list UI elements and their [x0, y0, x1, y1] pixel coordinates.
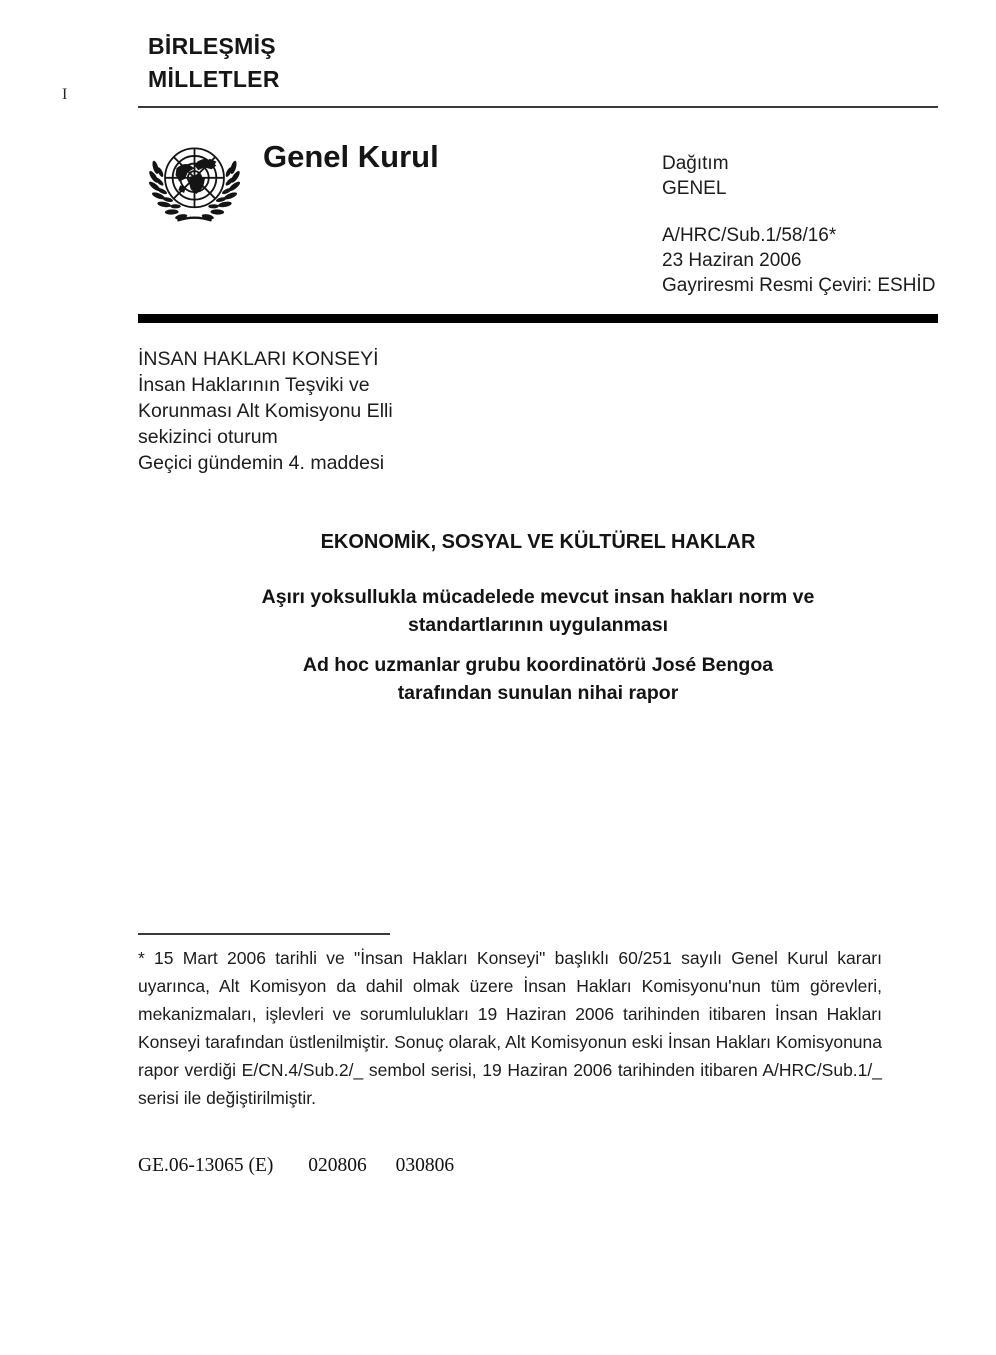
distribution-value: GENEL: [662, 178, 727, 199]
footnote-separator: [138, 933, 390, 935]
footnote-text: * 15 Mart 2006 tarihli ve "İnsan Hakları Konseyi" başlıklı 60/251 sayılı Genel Kurul kararı uyarınca, Alt Komisyon da dahil olmak üzere İnsan Hakları Komisyonu'nun tüm görevleri, mekanizmaları, işlevleri ve sorumlulukları 19 Haziran 2006 tarihinden itibaren İnsan Hakları Konseyi tarafından üstlenilmiştir. Sonuç olarak, Alt Komisyonun eski İnsan Hakları Komisyonuna rapor verdiği E/CN.4/Sub.2/_ sembol serisi, 19 Haziran 2006 tarihinden itibaren A/HRC/Sub.1/_ serisi ile değiştirilmiştir.: [138, 948, 882, 1108]
subtitle-line1: Aşırı yoksullukla mücadelede mevcut insan hakları norm ve: [261, 586, 815, 608]
doc-code-2: 030806: [395, 1155, 455, 1176]
org-name-line2: MİLLETLER: [148, 66, 280, 92]
distribution-block: [662, 151, 935, 298]
subtitle: [138, 583, 938, 639]
main-title: EKONOMİK, SOSYAL VE KÜLTÜREL HAKLAR: [320, 531, 756, 553]
session-info: [138, 346, 393, 476]
translation-note: Gayriresmi Resmi Çeviri: ESHİD: [662, 275, 936, 296]
org-name-line1: BİRLEŞMİŞ: [148, 33, 276, 59]
document-date: 23 Haziran 2006: [662, 250, 802, 271]
session-info-line: Geçici gündemin 4. maddesi: [138, 452, 385, 474]
org-name: [148, 30, 280, 96]
report-title-line1: Ad hoc uzmanlar grubu koordinatörü José Bengoa: [302, 654, 774, 676]
masthead-separator-bar: [138, 314, 938, 323]
distribution-label: Dağıtım: [662, 153, 729, 174]
session-info-line: sekizinci oturum: [138, 426, 278, 448]
doc-id: GE.06-13065 (E): [138, 1155, 274, 1176]
spacer: [662, 201, 935, 223]
doc-id-row: [138, 1155, 454, 1177]
subtitle-line2: standartlarının uygulanması: [407, 614, 669, 636]
session-info-line: İNSAN HAKLARI KONSEYİ: [138, 348, 379, 370]
document-symbol: A/HRC/Sub.1/58/16*: [662, 225, 837, 246]
margin-note: I: [62, 86, 68, 103]
un-emblem-icon: [147, 136, 242, 231]
report-title: [138, 651, 938, 707]
doc-code-1: 020806: [308, 1155, 367, 1176]
headings-block: [138, 531, 938, 707]
document-title: Genel Kurul: [263, 139, 439, 174]
session-info-line: İnsan Haklarının Teşviki ve: [138, 374, 370, 396]
header-rule: [138, 106, 938, 108]
session-info-line: Korunması Alt Komisyonu Elli: [138, 400, 393, 422]
report-title-line2: tarafından sunulan nihai rapor: [397, 682, 679, 704]
